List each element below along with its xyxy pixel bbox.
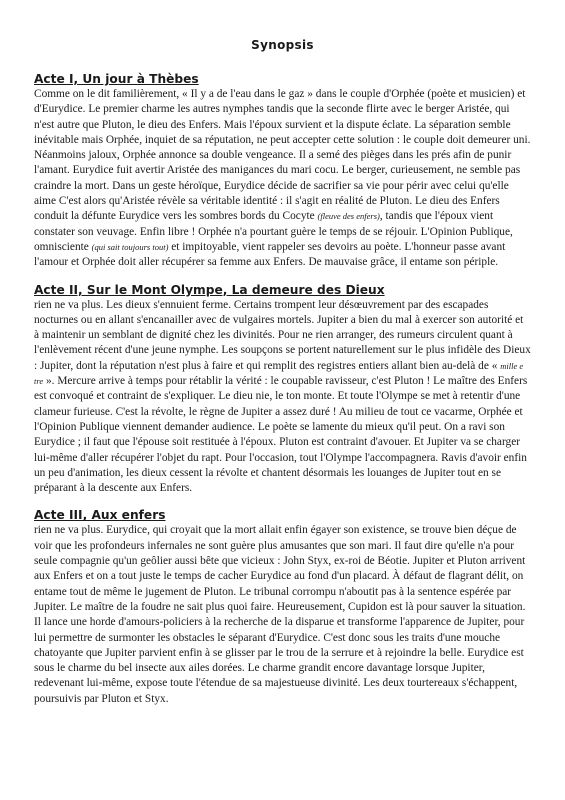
act-2-text: [34, 298, 531, 497]
act-1-text: [34, 87, 531, 271]
act-1-text-part: Comme on le dit familièrement, « Il y a de l'eau dans le gaz » dans le couple d'Orphée (poète et musicien) et d'Eurydice. Le premier charme les autres nymphes tandis que la seconde flirte avec le berger Aristée, qui n'est autre que Pluton, le dieu des Enfers. Mais l'époux survient et la dispute éclate. La séparation semble inévitable mais Orphée, inquiet de sa réputation, ne peut accepter cette solution : le couple doit demeurer uni. Néanmoins jaloux, Orphée annonce sa double vengeance. Il a semé des pièges dans les prés afin de punir l'amant. Eurydice fuit avertir Aristée des manigances du mari cocu. Le berger, curieusement, ne semble pas craindre la mort. Dans un geste héroïque, Eurydice décide de sacrifier sa vie pour périr avec celui qu'elle aime C'est alors qu'Aristée révèle sa véritable identité : il s'agit en réalité de Pluton. Le dieu des Enfers conduit la défunte Eurydice vers les sombres bords du Cocyte: [34, 88, 531, 223]
act-3-heading: Acte III, Aux enfers: [34, 508, 166, 523]
act-2-text-part: ». Mercure arrive à temps pour rétablir la vérité : le coupable ravisseur, c'est Pluton ! Le maître des Enfers est convoqué et contraint de s'expliquer. Le dieu nie, le ton monte. Et toute l'Olympe se met à retentir d'une clameur furieuse. C'est la révolte, le règne de Jupiter a assez duré ! Au milieu de tout ce vacarme, Orphée et l'Opinion Publique viennent demander audience. Le poète se lamente du mieux qu'il peut. On a ravi son Eurydice ; il faut que l'épouse soit restituée à l'époux. Pluton est contraint d'avouer. Et Jupiter va se charger lui-même d'aller récupérer l'objet du rapt. Pour l'occasion, tout l'Olympe l'accompagnera. Ravis d'avoir enfin un peu d'animation, les dieux cessent la révolte et chantent désormais les louanges de Jupiter tout en se préparant à la descente aux Enfers.: [34, 375, 528, 495]
act-2-aside-mille: mille e tre: [34, 360, 524, 387]
act-2-text-part: rien ne va plus. Les dieux s'ennuient ferme. Certains trompent leur désœuvrement par des escapades nocturnes ou en allant s'encanailler avec de vulgaires mortels. Jupiter a bien du mal à exercer son autorité et à maintenir un semblant de dignité chez les divinités. Pour ne rien arranger, des rumeurs circulent quant à l'enlèvement récent d'une jeune nymphe. Les soupçons se portent naturellement sur le plus infidèle des Dieux : Jupiter, dont la réputation n'est plus à faire et qui remplit des registres entiers allant bien au-delà de «: [34, 298, 531, 372]
act-3-text: [34, 523, 531, 707]
act-1-text-part: , tandis que l'époux vient constater son veuvage. Enfin libre ! Orphée n'a pourtant guère le temps de se réjouir. L'Opinion Publique, omnisciente: [34, 210, 513, 253]
act-2-heading: Acte II, Sur le Mont Olympe, La demeure des Dieux: [34, 282, 385, 297]
act-3-section: [34, 508, 531, 707]
act-1-text-part: et impitoyable, vient rappeler ses devoirs au poète. L'honneur passe avant l'amour et Orphée doit aller récupérer sa femme aux Enfers. De mauvaise grâce, il entame son périple.: [34, 240, 506, 269]
act-1-aside-omniscient: (qui sait toujours tout): [91, 241, 169, 252]
act-1-aside-cocyte: (fleuve des enfers): [317, 211, 380, 222]
act-1-heading: Acte I, Un jour à Thèbes: [34, 72, 199, 86]
act-1-section: [34, 72, 531, 271]
act-2-section: [34, 283, 531, 497]
act-3-text-part: rien ne va plus. Eurydice, qui croyait que la mort allait enfin égayer son existence, se trouve bien déçue de voir que les profondeurs infernales ne sont guère plus amusantes que son mari. Il faut dire qu'elle n'a pour seule compagnie qu'un geôlier aussi bête que vicieux : John Styx, ex-roi de Béotie. Jupiter et Pluton arrivent aux Enfers et on a tout juste le temps de cacher Eurydice au fond d'un placard. À défaut de flagrant délit, on entame tout de même le jugement de Pluton. Le tribunal corrompu n'aboutit pas à la sentence espérée par Jupiter. Le maître de la foudre ne sait plus quoi faire. Heureusement, Cupidon est là pour sauver la situation. Il lance une horde d'amours-policiers à la recherche de la disparue et transforme l'apparence de Jupiter, pour lui permettre de surmonter les obstacles le séparant d'Eurydice. C'est donc sous les traits d'une mouche chatoyante que Jupiter parvient enfin à se glisser par le trou de la serrure et à rejoindre la belle. Eurydice est sous le charme du bel insecte aux ailes dorées. Le charme grandit encore davantage lorsque Jupiter, redevenant lui-même, expose toute l'étendue de sa majestueuse divinité. Les deux tourtereaux s'échappent, poursuivis par Pluton et Styx.: [34, 524, 526, 705]
page-title: Synopsis: [251, 38, 314, 52]
